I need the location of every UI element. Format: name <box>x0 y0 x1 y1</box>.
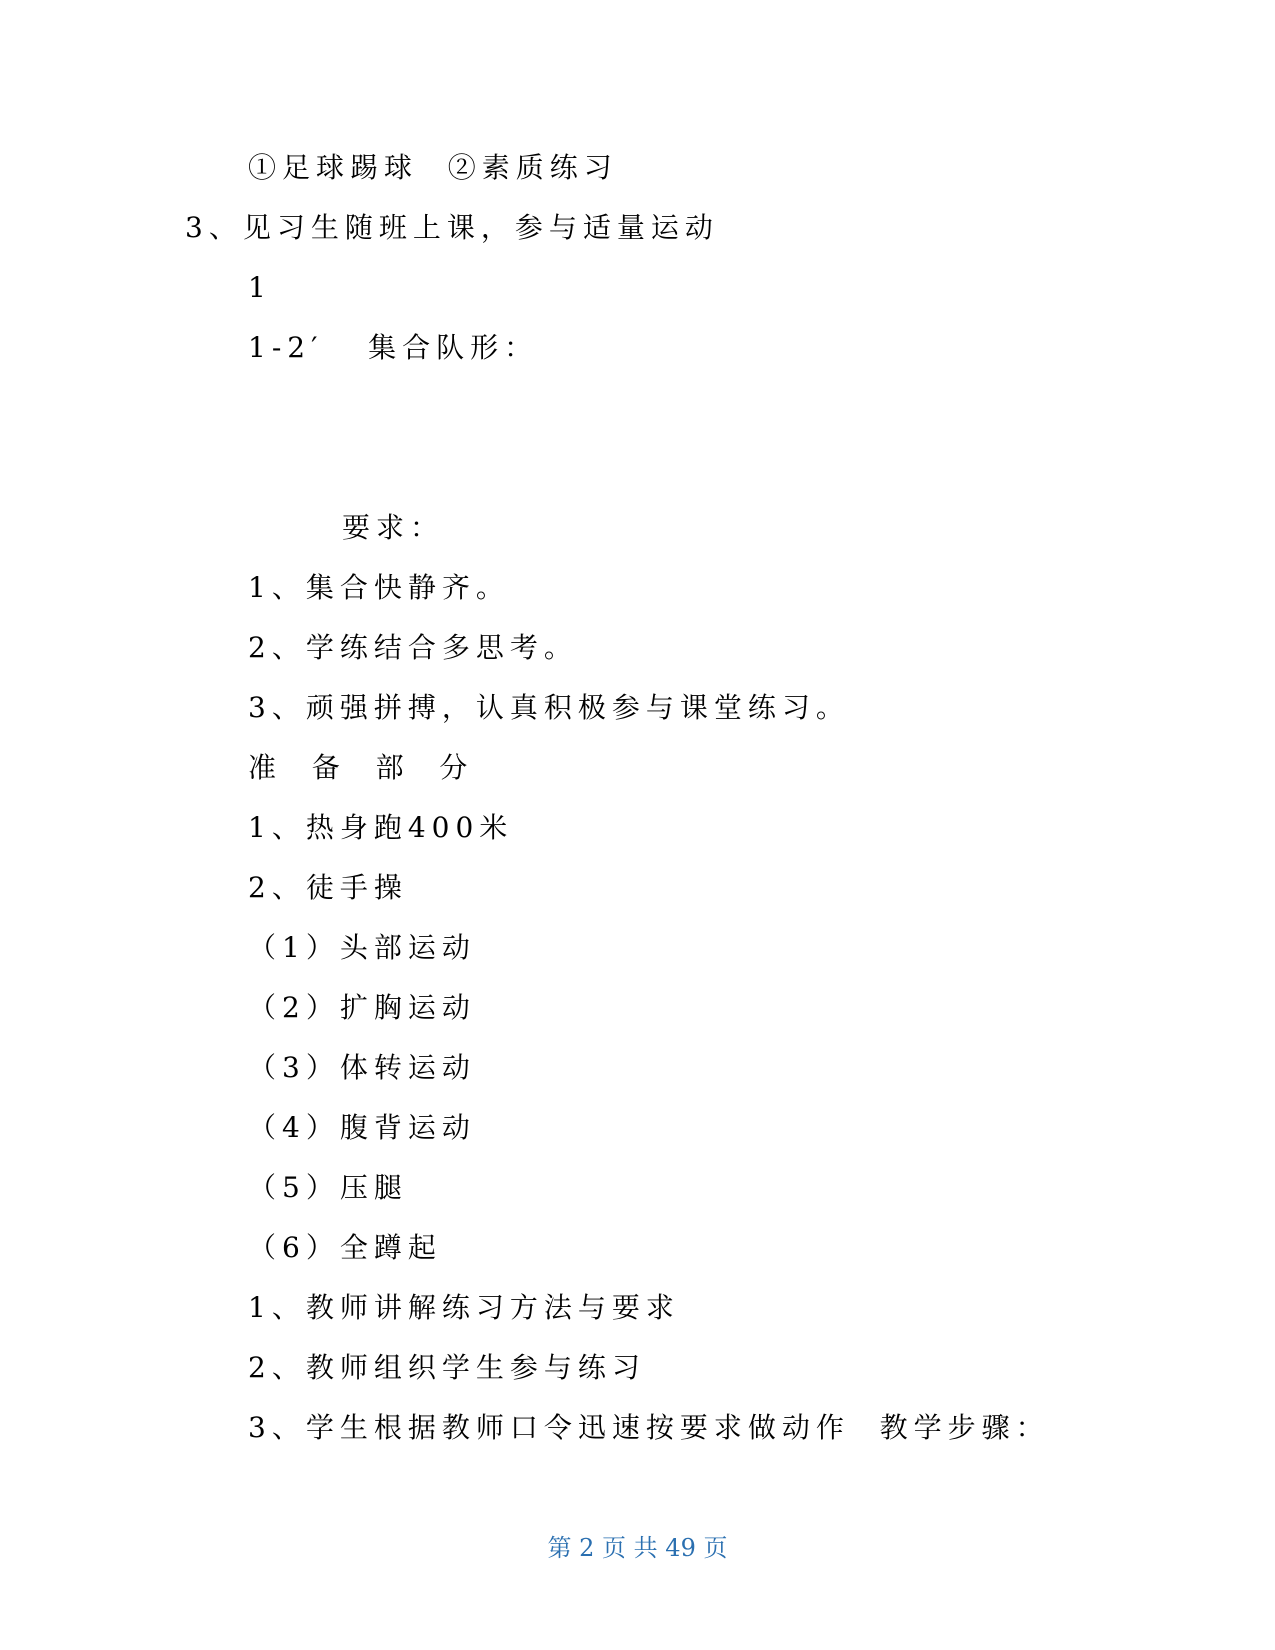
text-line: 要求： <box>342 511 445 544</box>
text-line: （4）腹背运动 <box>248 1111 476 1144</box>
text-line: 2、学练结合多思考。 <box>248 631 578 664</box>
section-heading: 准 备 部 分 <box>248 751 474 784</box>
text-line: 1-2′ 集合队形： <box>248 331 539 364</box>
text-line: （1）头部运动 <box>248 931 476 964</box>
text-line: 3、学生根据教师口令迅速按要求做动作 教学步骤： <box>248 1411 1050 1444</box>
text-line: 1 <box>248 271 272 304</box>
text-line: 3、顽强拼搏，认真积极参与课堂练习。 <box>248 691 850 724</box>
text-line: （2）扩胸运动 <box>248 991 476 1024</box>
text-line: 1、热身跑400米 <box>248 811 514 844</box>
text-line: （6）全蹲起 <box>248 1231 442 1264</box>
text-line: （5）压腿 <box>248 1171 408 1204</box>
text-line: 2、教师组织学生参与练习 <box>248 1351 646 1384</box>
text-line: ①足球踢球 ②素质练习 <box>248 151 618 184</box>
text-line: 2、徒手操 <box>248 871 408 904</box>
text-line: 3、见习生随班上课，参与适量运动 <box>185 211 719 244</box>
page-number-footer: 第 2 页 共 49 页 <box>547 1534 728 1562</box>
text-line: （3）体转运动 <box>248 1051 476 1084</box>
text-line: 1、集合快静齐。 <box>248 571 510 604</box>
text-line: 1、教师讲解练习方法与要求 <box>248 1291 680 1324</box>
